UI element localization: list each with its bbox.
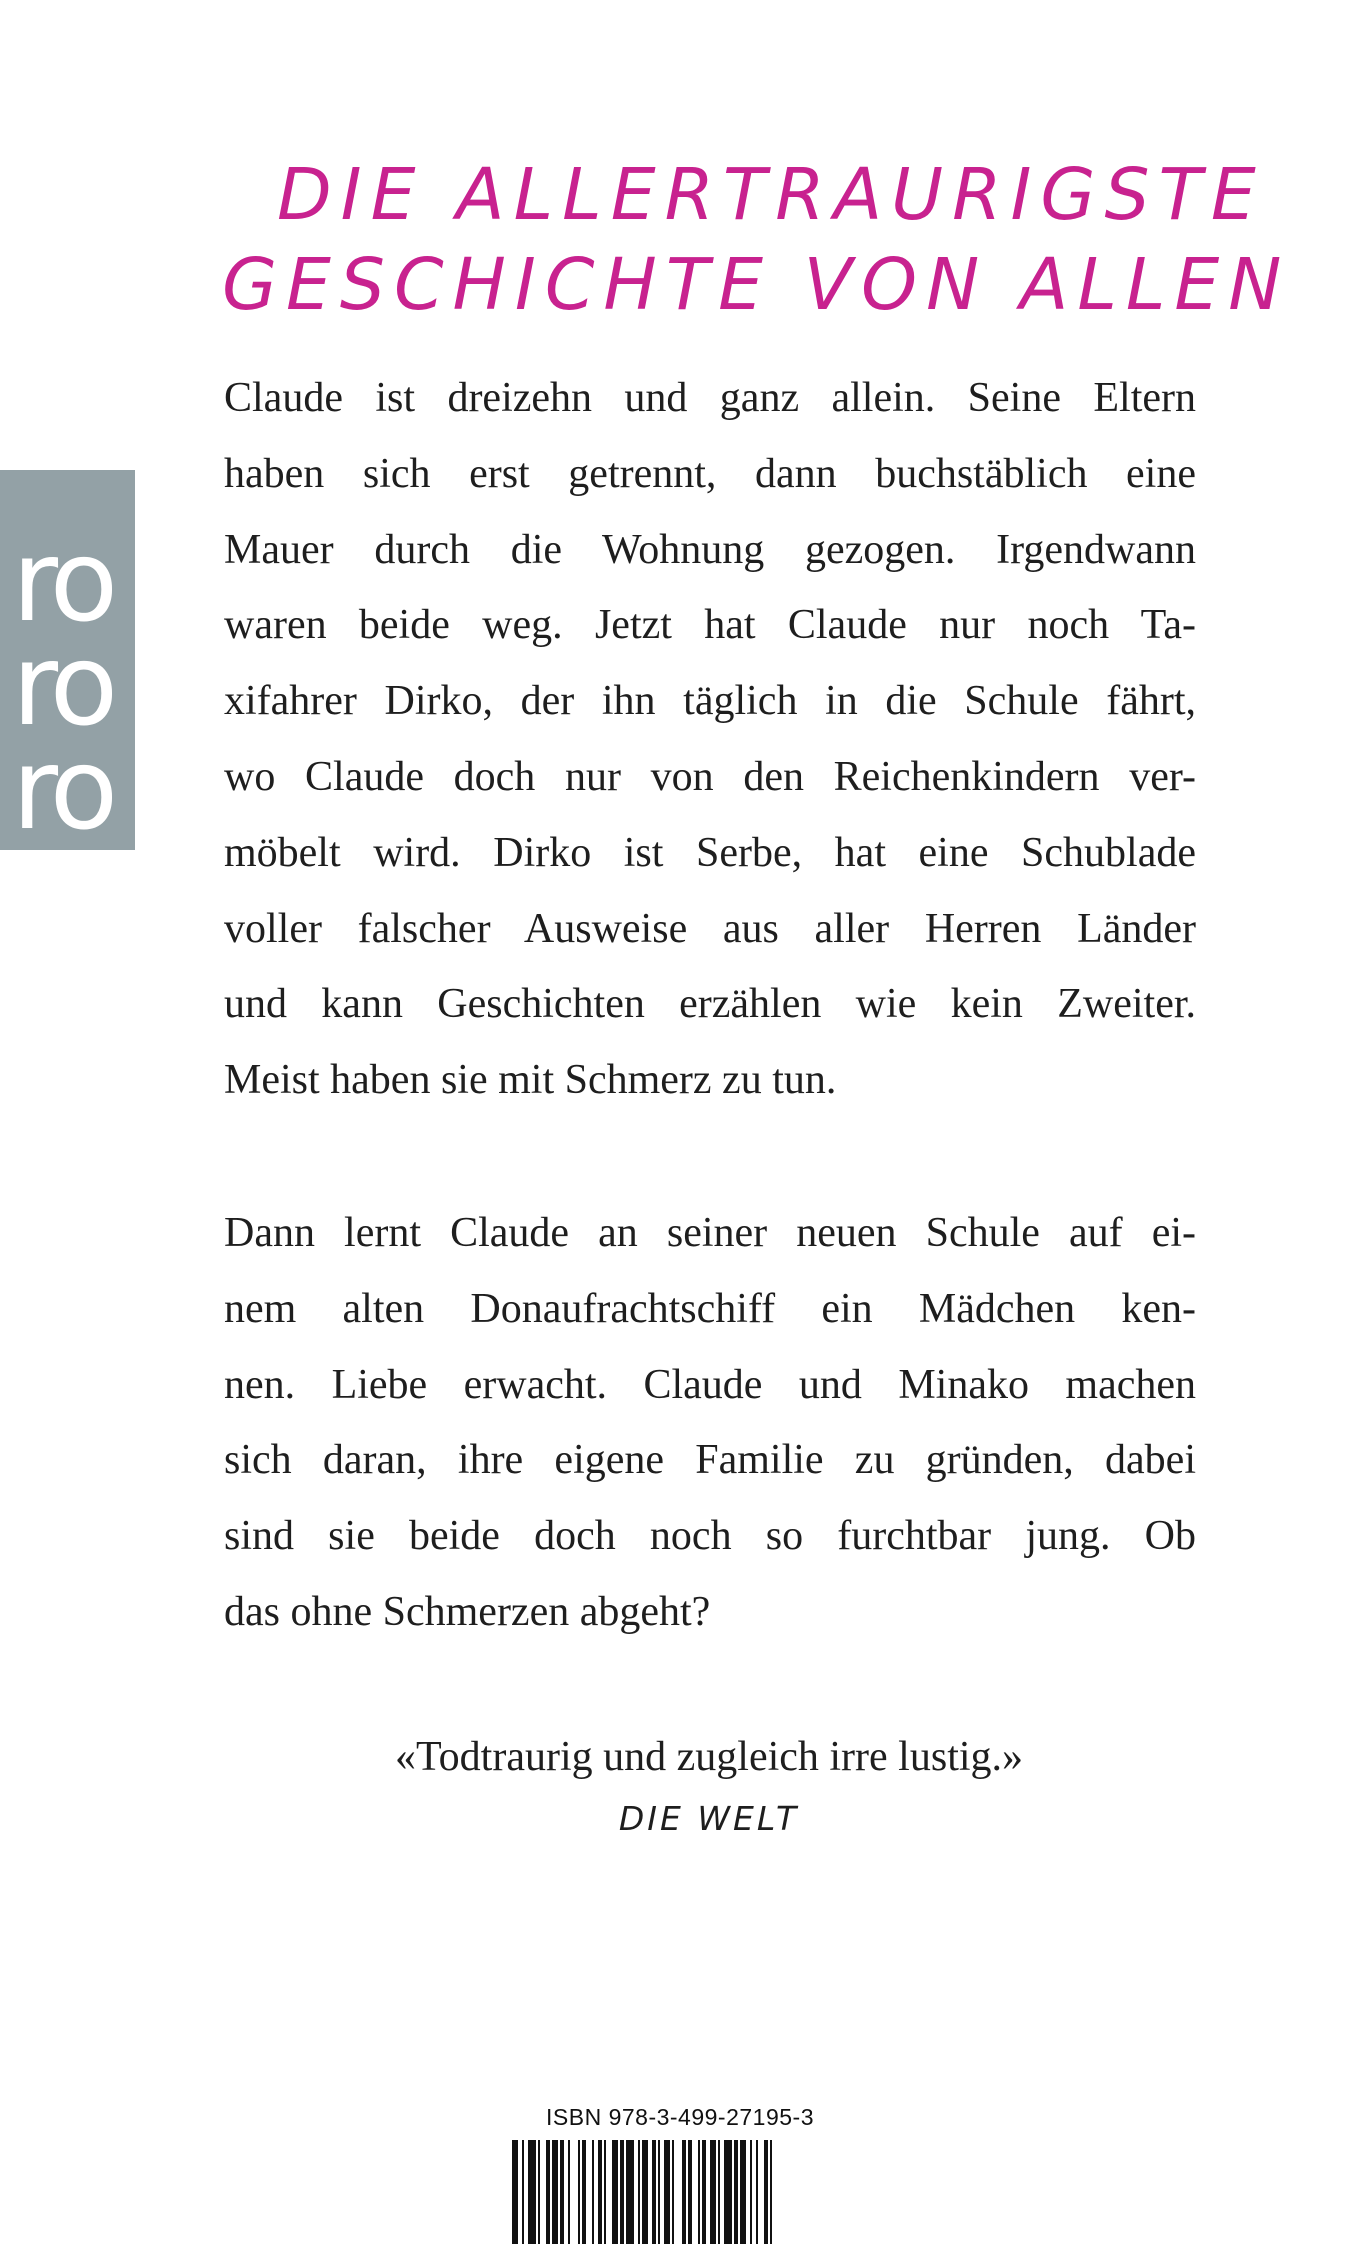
barcode-bar — [770, 2140, 772, 2244]
text-line: nen. Liebe erwacht. Claude und Minako machen — [224, 1361, 1196, 1408]
barcode-bar — [698, 2140, 700, 2244]
barcode-bar — [652, 2140, 656, 2244]
barcode-bar — [604, 2140, 606, 2244]
text-line: wo Claude doch nur von den Reichenkindern ver- — [224, 753, 1196, 800]
barcode-bar — [582, 2140, 586, 2244]
text-line: Dann lernt Claude an seiner neuen Schule auf ei- — [224, 1209, 1196, 1256]
isbn-label: ISBN 978-3-499-27195-3 — [546, 2104, 814, 2130]
text-line: waren beide weg. Jetzt hat Claude nur noch Ta- — [224, 602, 1196, 649]
headline-line-1: DIE ALLERTRAURIGSTE — [277, 153, 1265, 236]
barcode-bar — [642, 2140, 648, 2244]
barcode-bar — [560, 2140, 564, 2244]
text-line: xifahrer Dirko, der ihn täglich in die Schule fährt, — [224, 678, 1196, 725]
barcode-bar — [568, 2140, 570, 2244]
barcode-bar — [528, 2140, 536, 2244]
barcode-bar — [672, 2140, 674, 2244]
barcode-bar — [626, 2140, 634, 2244]
barcode-bar — [598, 2140, 602, 2244]
text-line: haben sich erst getrennt, dann buchstäblich eine — [224, 450, 1196, 497]
barcode-bar — [724, 2140, 732, 2244]
barcode-bar — [522, 2140, 524, 2244]
barcode-bar — [638, 2140, 640, 2244]
barcode-bar — [578, 2140, 580, 2244]
barcode-bar — [688, 2140, 692, 2244]
text-line: Meist haben sie mit Schmerz zu tun. — [224, 1057, 837, 1104]
publisher-logo — [0, 470, 135, 850]
text-line: sich daran, ihre eigene Familie zu gründen, dabei — [224, 1437, 1196, 1484]
barcode-bar — [620, 2140, 624, 2244]
barcode-bar — [718, 2140, 720, 2244]
barcode-bar — [734, 2140, 738, 2244]
barcode-bar — [740, 2140, 746, 2244]
blurb-paragraph-1 — [224, 361, 1196, 1119]
barcode-bar — [682, 2140, 686, 2244]
headline-line-2: GESCHICHTE VON ALLEN — [222, 243, 1291, 326]
barcode — [500, 2140, 860, 2244]
barcode-bar — [710, 2140, 716, 2244]
barcode-bar — [750, 2140, 752, 2244]
barcode-bar — [512, 2140, 518, 2244]
barcode-bar — [546, 2140, 550, 2244]
text-line: sind sie beide doch noch so furchtbar jung. Ob — [224, 1513, 1196, 1560]
barcode-bar — [658, 2140, 660, 2244]
barcode-bar — [552, 2140, 558, 2244]
book-headline — [222, 150, 1291, 330]
publisher-logo-text: ro ro ro — [12, 517, 113, 850]
blurb-text — [224, 361, 1196, 1651]
barcode-bar — [756, 2140, 758, 2244]
barcode-bar — [764, 2140, 768, 2244]
press-quote: «Todtraurig und zugleich irre lustig.» — [394, 1734, 1024, 1780]
barcode-bar — [664, 2140, 670, 2244]
quote-source: DIE WELT — [618, 1799, 800, 1838]
barcode-bar — [592, 2140, 594, 2244]
barcode-bar — [612, 2140, 618, 2244]
blurb-paragraph-2 — [224, 1196, 1196, 1651]
text-line: Claude ist dreizehn und ganz allein. Seine Eltern — [224, 375, 1196, 421]
text-line: möbelt wird. Dirko ist Serbe, hat eine Schublade — [224, 829, 1196, 876]
barcode-image — [500, 2140, 860, 2244]
text-line: Mauer durch die Wohnung gezogen. Irgendwann — [224, 526, 1196, 573]
text-line: nem alten Donaufrachtschiff ein Mädchen ken- — [224, 1285, 1196, 1332]
barcode-bar — [538, 2140, 540, 2244]
barcode-bar — [702, 2140, 706, 2244]
text-line: das ohne Schmerzen abgeht? — [224, 1588, 711, 1635]
text-line: und kann Geschichten erzählen wie kein Zweiter. — [224, 981, 1196, 1028]
text-line: voller falscher Ausweise aus aller Herren Länder — [224, 905, 1196, 952]
